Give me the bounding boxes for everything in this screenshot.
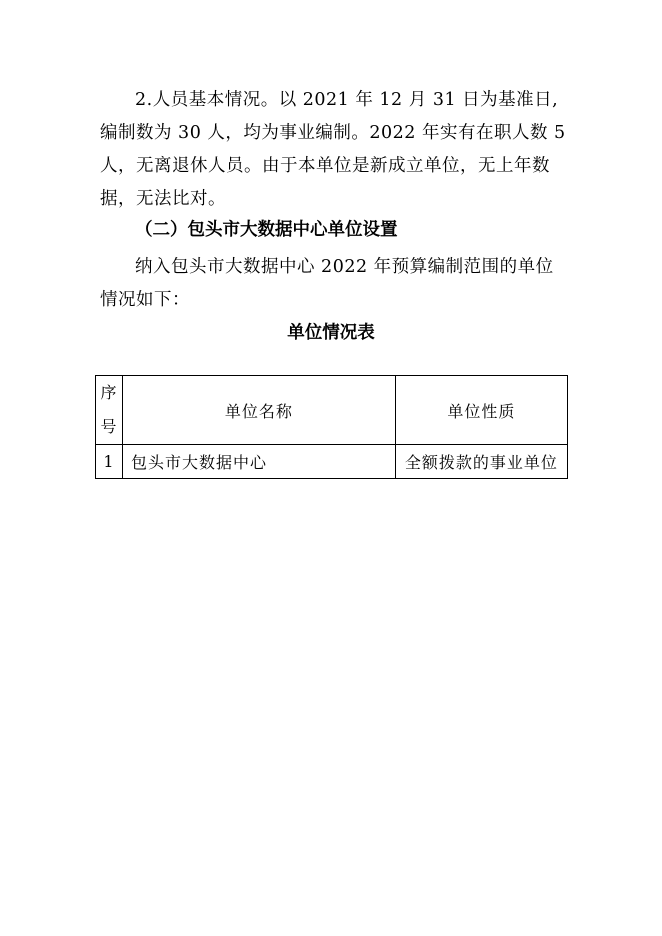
row-serial-number: 1 <box>96 445 123 479</box>
unit-table <box>95 375 568 479</box>
row-unit-name: 包头市大数据中心 <box>122 445 395 479</box>
header-serial-line1: 序 <box>100 383 118 402</box>
header-serial-line2: 号 <box>100 417 118 436</box>
header-serial-number <box>96 376 123 445</box>
header-unit-name: 单位名称 <box>122 376 395 445</box>
table-title: 单位情况表 <box>287 323 375 343</box>
header-unit-nature: 单位性质 <box>395 376 567 445</box>
personnel-paragraph: 2.人员基本情况。以 2021 年 12 月 31 日为基准日,编制数为 30 人，均为事业编制。2022 年实有在职人数 5 人，无离退休人员。由于本单位是新成立单位，无上年数据，无法比对。 <box>100 90 566 209</box>
scope-paragraph: 纳入包头市大数据中心 2022 年预算编制范围的单位情况如下： <box>100 257 554 310</box>
section-heading: （二）包头市大数据中心单位设置 <box>135 220 398 240</box>
table-row <box>96 445 568 479</box>
row-unit-nature: 全额拨款的事业单位 <box>395 445 567 479</box>
table-header-row <box>96 376 568 445</box>
